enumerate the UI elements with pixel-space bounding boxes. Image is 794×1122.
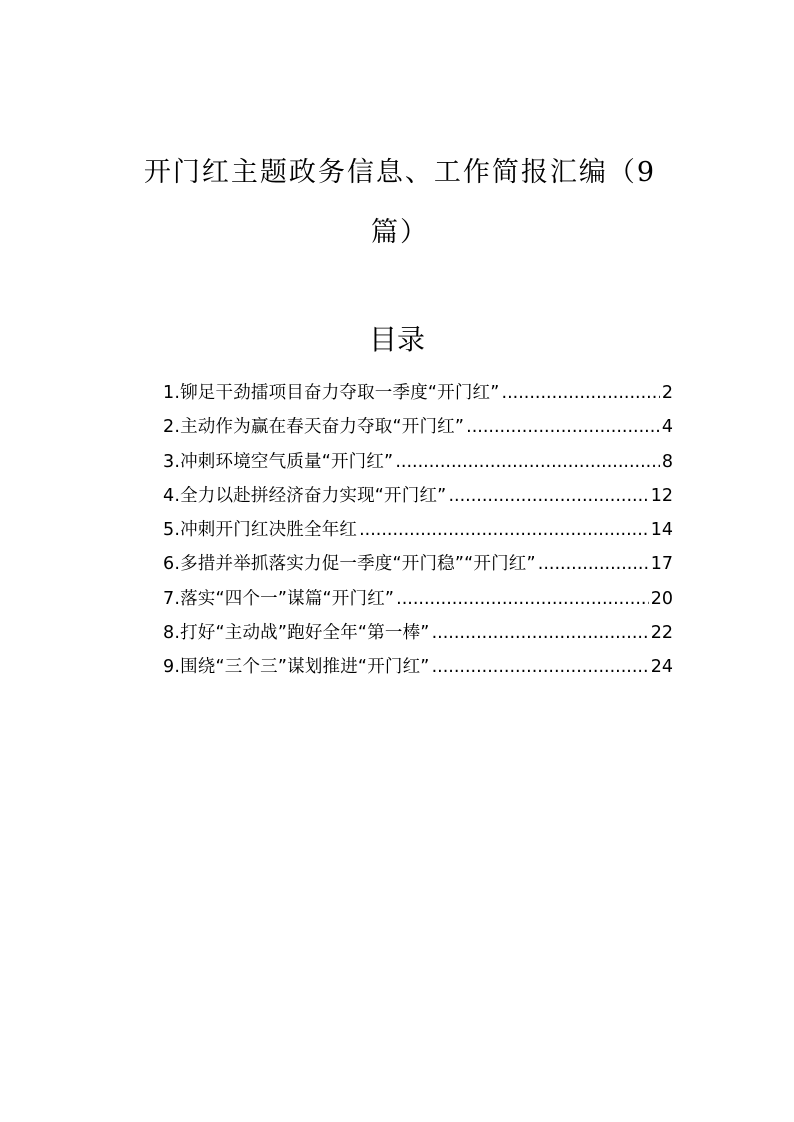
toc-entry-1[interactable] <box>163 376 673 410</box>
toc-entry-title: 4.全力以赴拼经济奋力实现“开门红” <box>163 485 447 506</box>
toc-entry-3[interactable] <box>163 445 673 479</box>
toc-entry-7[interactable] <box>163 582 673 616</box>
toc-page-number: 22 <box>650 623 673 644</box>
toc-entry-title: 5.冲刺开门红决胜全年红 <box>163 520 358 541</box>
toc-entry-title: 3.冲刺环境空气质量“开门红” <box>163 451 394 472</box>
toc-entry-8[interactable] <box>163 616 673 650</box>
toc-heading: 目录 <box>368 323 425 356</box>
toc-entry-title: 8.打好“主动战”跑好全年“第一棒” <box>163 623 430 644</box>
toc-page-number: 8 <box>661 451 673 472</box>
document-title-line-2: 篇） <box>371 217 429 248</box>
toc-page-number: 2 <box>661 383 673 403</box>
toc-dot-leader <box>448 479 648 513</box>
toc-page-number: 14 <box>650 520 673 541</box>
toc-entry-5[interactable] <box>163 513 673 547</box>
toc-entry-title: 7.落实“四个一”谋篇“开门红” <box>163 588 395 609</box>
toc-entry-9[interactable] <box>163 650 673 684</box>
toc-dot-leader <box>432 616 649 650</box>
toc-entry-2[interactable] <box>163 410 673 444</box>
toc-entry-6[interactable] <box>163 547 673 581</box>
toc-dot-leader <box>502 376 660 410</box>
toc-entry-title: 1.铆足干劲擂项目奋力夺取一季度“开门红” <box>163 383 500 403</box>
toc-page-number: 20 <box>650 588 673 609</box>
document-title-line-1: 开门红主题政务信息、工作简报汇编（9 <box>143 157 657 188</box>
toc-entry-title: 9.围绕“三个三”谋划推进“开门红” <box>163 657 430 678</box>
toc-entry-title: 6.多措并举抓落实力促一季度“开门稳”“开门红” <box>163 554 536 575</box>
toc-dot-leader <box>396 582 649 616</box>
toc-dot-leader <box>466 410 660 444</box>
toc-dot-leader <box>359 513 649 547</box>
toc-entry-title: 2.主动作为赢在春天奋力夺取“开门红” <box>163 417 465 438</box>
table-of-contents <box>163 376 673 685</box>
toc-dot-leader <box>432 650 649 684</box>
toc-dot-leader <box>395 445 660 479</box>
toc-page-number: 24 <box>650 657 673 678</box>
toc-page-number: 12 <box>650 485 673 506</box>
toc-dot-leader <box>538 547 649 581</box>
toc-page-number: 4 <box>661 417 673 438</box>
toc-page-number: 17 <box>650 554 673 575</box>
toc-entry-4[interactable] <box>163 479 673 513</box>
